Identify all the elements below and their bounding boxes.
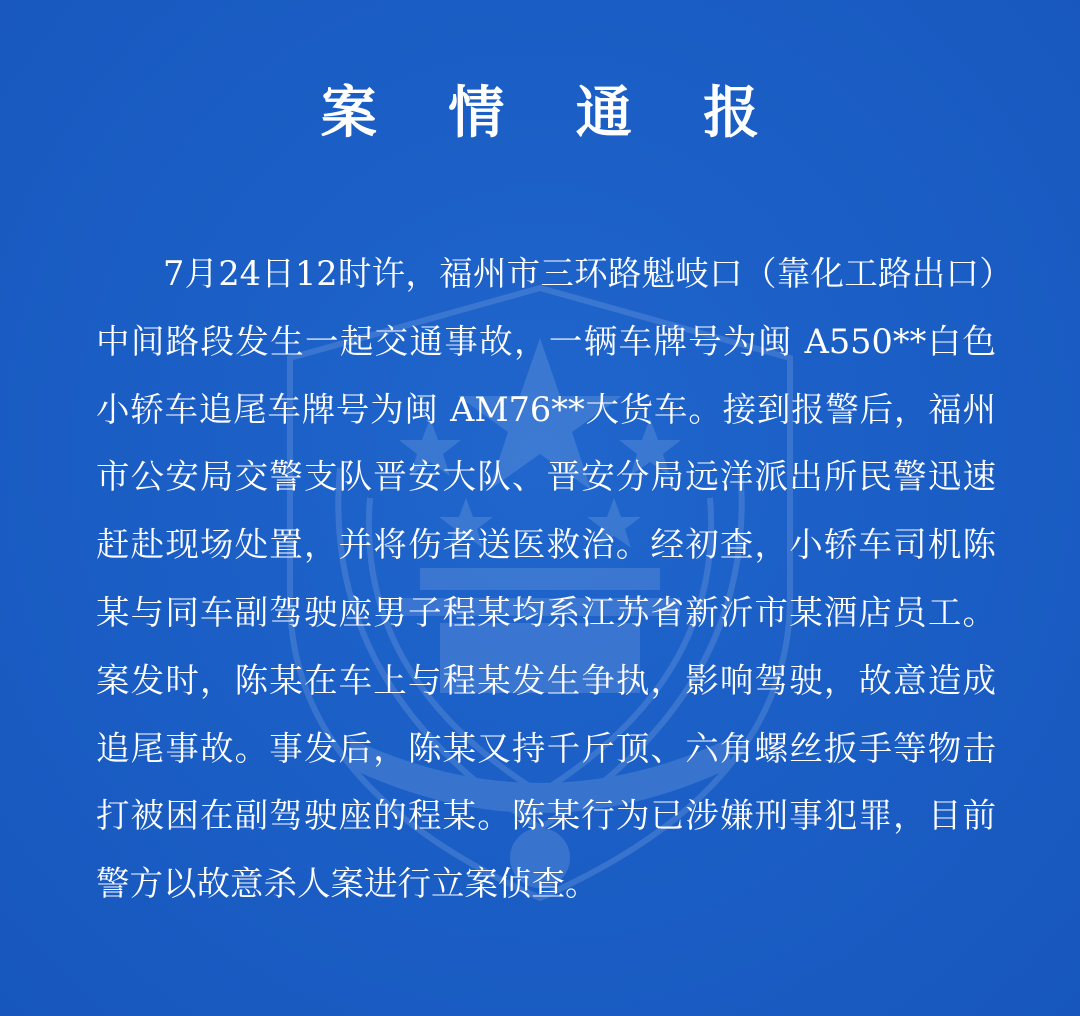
- notice-title: 案 情 通 报: [320, 81, 786, 146]
- notice-body: 7月24日12时许，福州市三环路魁岐口（靠化工路出口）中间路段发生一起交通事故，一辆车牌号为闽 A550**白色小轿车追尾车牌号为闽 AM76**大货车。接到报警后，福州市公安局交警支队晋安大队、晋安分局远洋派出所民警迅速赶赴现场处置，并将伤者送医救治。经初查，小轿车司机陈某与同车副驾驶座男子程某均系江苏省新沂市某酒店员工。案发时，陈某在车上与程某发生争执，影响驾驶，故意造成追尾事故。事发后，陈某又持千斤顶、六角螺丝扳手等物击打被困在副驾驶座的程某。陈某行为已涉嫌刑事犯罪，目前警方以故意杀人案进行立案侦查。: [96, 254, 996, 904]
